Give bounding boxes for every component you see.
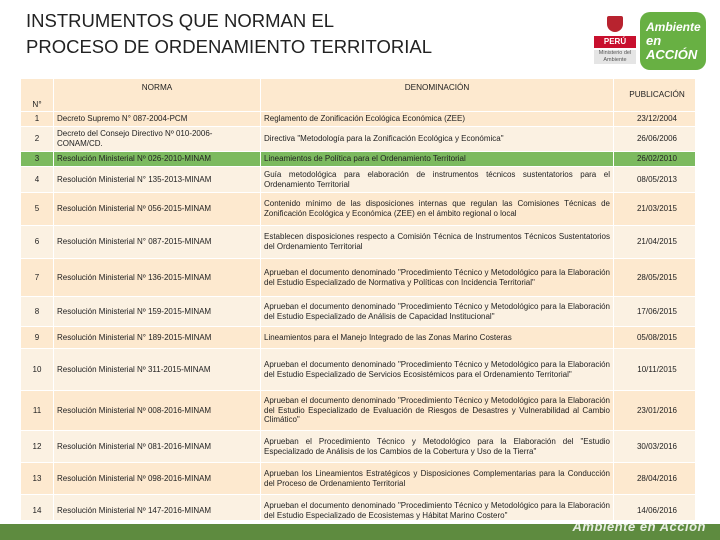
coat-of-arms-icon (607, 16, 623, 32)
table-row (21, 167, 696, 193)
page-title (26, 8, 546, 60)
cell-publicacion: 05/08/2015 (614, 327, 696, 349)
cell-publicacion: 23/12/2004 (614, 112, 696, 127)
table-row (21, 349, 696, 391)
title-line-1: INSTRUMENTOS QUE NORMAN EL (26, 10, 335, 31)
header-num: N° (21, 79, 54, 112)
cell-denominacion: Aprueban el documento denominado "Procedimiento Técnico y Metodológico para la Elaboración del Estudio Especializado de Servicios Ecosistémicos para el Ordenamiento Territorial" (261, 349, 614, 391)
cell-publicacion: 08/05/2013 (614, 167, 696, 193)
instruments-table (20, 78, 695, 520)
cell-denominacion: Reglamento de Zonificación Ecológica Económica (ZEE) (261, 112, 614, 127)
cell-num: 14 (21, 495, 54, 521)
table-header-row (21, 79, 696, 112)
header-denominacion: DENOMINACIÓN (261, 79, 614, 112)
cell-num: 3 (21, 152, 54, 167)
cell-norma: Resolución Ministerial N° 135-2013-MINAM (54, 167, 261, 193)
table-row (21, 327, 696, 349)
cell-denominacion: Aprueban el documento denominado "Procedimiento Técnico y Metodológico para la Elaboración del Estudio Especializado de Análisis de Capacidad Institucional" (261, 297, 614, 327)
cell-num: 4 (21, 167, 54, 193)
table-row (21, 226, 696, 259)
cell-norma: Resolución Ministerial Nº 056-2015-MINAM (54, 193, 261, 226)
cell-denominacion: Contenido mínimo de las disposiciones internas que regulan las Comisiones Técnicas de Zonificación Ecológica y Económica (ZEE) en el ámbito regional o local (261, 193, 614, 226)
ambiente-en-accion-logo (640, 12, 706, 70)
cell-publicacion: 26/06/2006 (614, 127, 696, 152)
table-row (21, 431, 696, 463)
logo-brand-line-2: en ACCIÓN (646, 32, 698, 62)
cell-norma: Resolución Ministerial Nº 008-2016-MINAM (54, 391, 261, 431)
cell-denominacion: Aprueban los Lineamientos Estratégicos y Disposiciones Complementarias para la Conducción del Proceso de Ordenamiento Territorial (261, 463, 614, 495)
cell-num: 2 (21, 127, 54, 152)
cell-num: 1 (21, 112, 54, 127)
cell-publicacion: 26/02/2010 (614, 152, 696, 167)
cell-publicacion: 30/03/2016 (614, 431, 696, 463)
table-row (21, 495, 696, 521)
table-row (21, 259, 696, 297)
cell-num: 8 (21, 297, 54, 327)
cell-norma: Resolución Ministerial N° 189-2015-MINAM (54, 327, 261, 349)
cell-publicacion: 28/04/2016 (614, 463, 696, 495)
title-line-2: PROCESO DE ORDENAMIENTO TERRITORIAL (26, 36, 433, 57)
cell-norma: Resolución Ministerial Nº 026-2010-MINAM (54, 152, 261, 167)
footer-brand: Ambiente en Acción (572, 519, 706, 534)
cell-denominacion: Lineamientos para el Manejo Integrado de las Zonas Marino Costeras (261, 327, 614, 349)
cell-num: 11 (21, 391, 54, 431)
table-row (21, 127, 696, 152)
cell-publicacion: 21/03/2015 (614, 193, 696, 226)
logo-ministry: Ministerio del Ambiente (594, 50, 636, 64)
logo-brand-line-1: Ambiente (646, 19, 701, 34)
header-publicacion: PUBLICACIÓN (614, 79, 696, 112)
table-row (21, 193, 696, 226)
cell-denominacion: Aprueban el documento denominado "Procedimiento Técnico y Metodológico para la Elaboración del Estudio Especializado de Ecosistemas y Hábitat Marino Costero" (261, 495, 614, 521)
cell-denominacion: Aprueban el documento denominado "Procedimiento Técnico y Metodológico para la Elaboración del Estudio Especializado de Normativa y Políticas con Incidencia Territorial" (261, 259, 614, 297)
cell-denominacion: Aprueban el documento denominado "Procedimiento Técnico y Metodológico para la Elaboración del Estudio Especializado de Evaluación de Riesgos de Desastres y Vulnerabilidad al Cambio Climático" (261, 391, 614, 431)
cell-publicacion: 23/01/2016 (614, 391, 696, 431)
table-row (21, 391, 696, 431)
cell-norma: Resolución Ministerial Nº 081-2016-MINAM (54, 431, 261, 463)
cell-norma: Resolución Ministerial N° 087-2015-MINAM (54, 226, 261, 259)
cell-norma: Resolución Ministerial Nº 311-2015-MINAM (54, 349, 261, 391)
table-row (21, 297, 696, 327)
cell-publicacion: 21/04/2015 (614, 226, 696, 259)
cell-publicacion: 28/05/2015 (614, 259, 696, 297)
cell-denominacion: Guía metodológica para elaboración de instrumentos técnicos sustentatorios para el Ordenamiento Territorial (261, 167, 614, 193)
table-row (21, 152, 696, 167)
cell-publicacion: 14/06/2016 (614, 495, 696, 521)
cell-num: 12 (21, 431, 54, 463)
cell-norma: Resolución Ministerial Nº 147-2016-MINAM (54, 495, 261, 521)
cell-norma: Resolución Ministerial Nº 098-2016-MINAM (54, 463, 261, 495)
cell-publicacion: 17/06/2015 (614, 297, 696, 327)
cell-num: 10 (21, 349, 54, 391)
cell-publicacion: 10/11/2015 (614, 349, 696, 391)
cell-norma: Resolución Ministerial Nº 136-2015-MINAM (54, 259, 261, 297)
cell-norma: Decreto del Consejo Directivo Nº 010-2006-CONAM/CD. (54, 127, 261, 152)
peru-ministry-logo (594, 12, 636, 70)
cell-num: 13 (21, 463, 54, 495)
cell-num: 9 (21, 327, 54, 349)
cell-num: 5 (21, 193, 54, 226)
cell-denominacion: Directiva "Metodología para la Zonificación Ecológica y Económica" (261, 127, 614, 152)
logo-group (594, 12, 712, 72)
cell-denominacion: Aprueban el Procedimiento Técnico y Metodológico para la Elaboración del "Estudio Especializado de Análisis de los Cambios de la Cobertura y Uso de la Tierra" (261, 431, 614, 463)
cell-norma: Resolución Ministerial Nº 159-2015-MINAM (54, 297, 261, 327)
table-row (21, 463, 696, 495)
table-row (21, 112, 696, 127)
cell-num: 7 (21, 259, 54, 297)
cell-norma: Decreto Supremo N° 087-2004-PCM (54, 112, 261, 127)
cell-num: 6 (21, 226, 54, 259)
cell-denominacion: Lineamientos de Política para el Ordenamiento Territorial (261, 152, 614, 167)
logo-country: PERÚ (594, 36, 636, 48)
instruments-table-container (20, 78, 695, 520)
cell-denominacion: Establecen disposiciones respecto a Comisión Técnica de Instrumentos Técnicos Sustentatorios del Ordenamiento Territorial (261, 226, 614, 259)
header-norma: NORMA (54, 79, 261, 112)
